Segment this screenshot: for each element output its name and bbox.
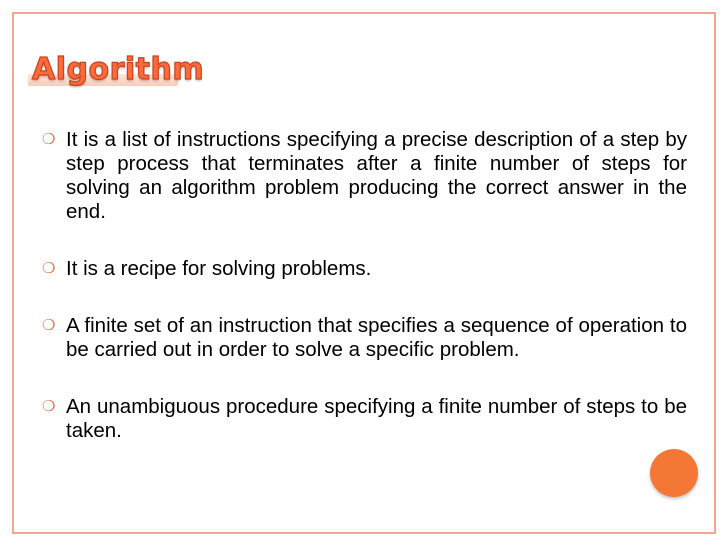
bullet-list [42,128,687,443]
bullet-text: A finite set of an instruction that specifies a sequence of operation to be carried out in order to solve a specific problem. [66,314,687,361]
bullet-item [42,128,687,224]
bullet-marker-icon: ❍ [42,260,56,277]
bullet-item [42,257,687,281]
bullet-text: An unambiguous procedure specifying a finite number of steps to be taken. [66,395,687,442]
bullet-text: It is a list of instructions specifying a precise description of a step by step process that terminates after a finite number of steps for solving an algorithm problem producing the correct answer in the end. [66,128,687,223]
bullet-marker-icon: ❍ [42,398,56,415]
bullet-text: It is a recipe for solving problems. [66,257,372,280]
decorative-circle [650,449,698,497]
bullet-marker-icon: ❍ [42,131,56,148]
bullet-marker-icon: ❍ [42,317,56,334]
bullet-item [42,314,687,362]
bullet-item [42,395,687,443]
slide-title: Algorithm [32,52,205,87]
